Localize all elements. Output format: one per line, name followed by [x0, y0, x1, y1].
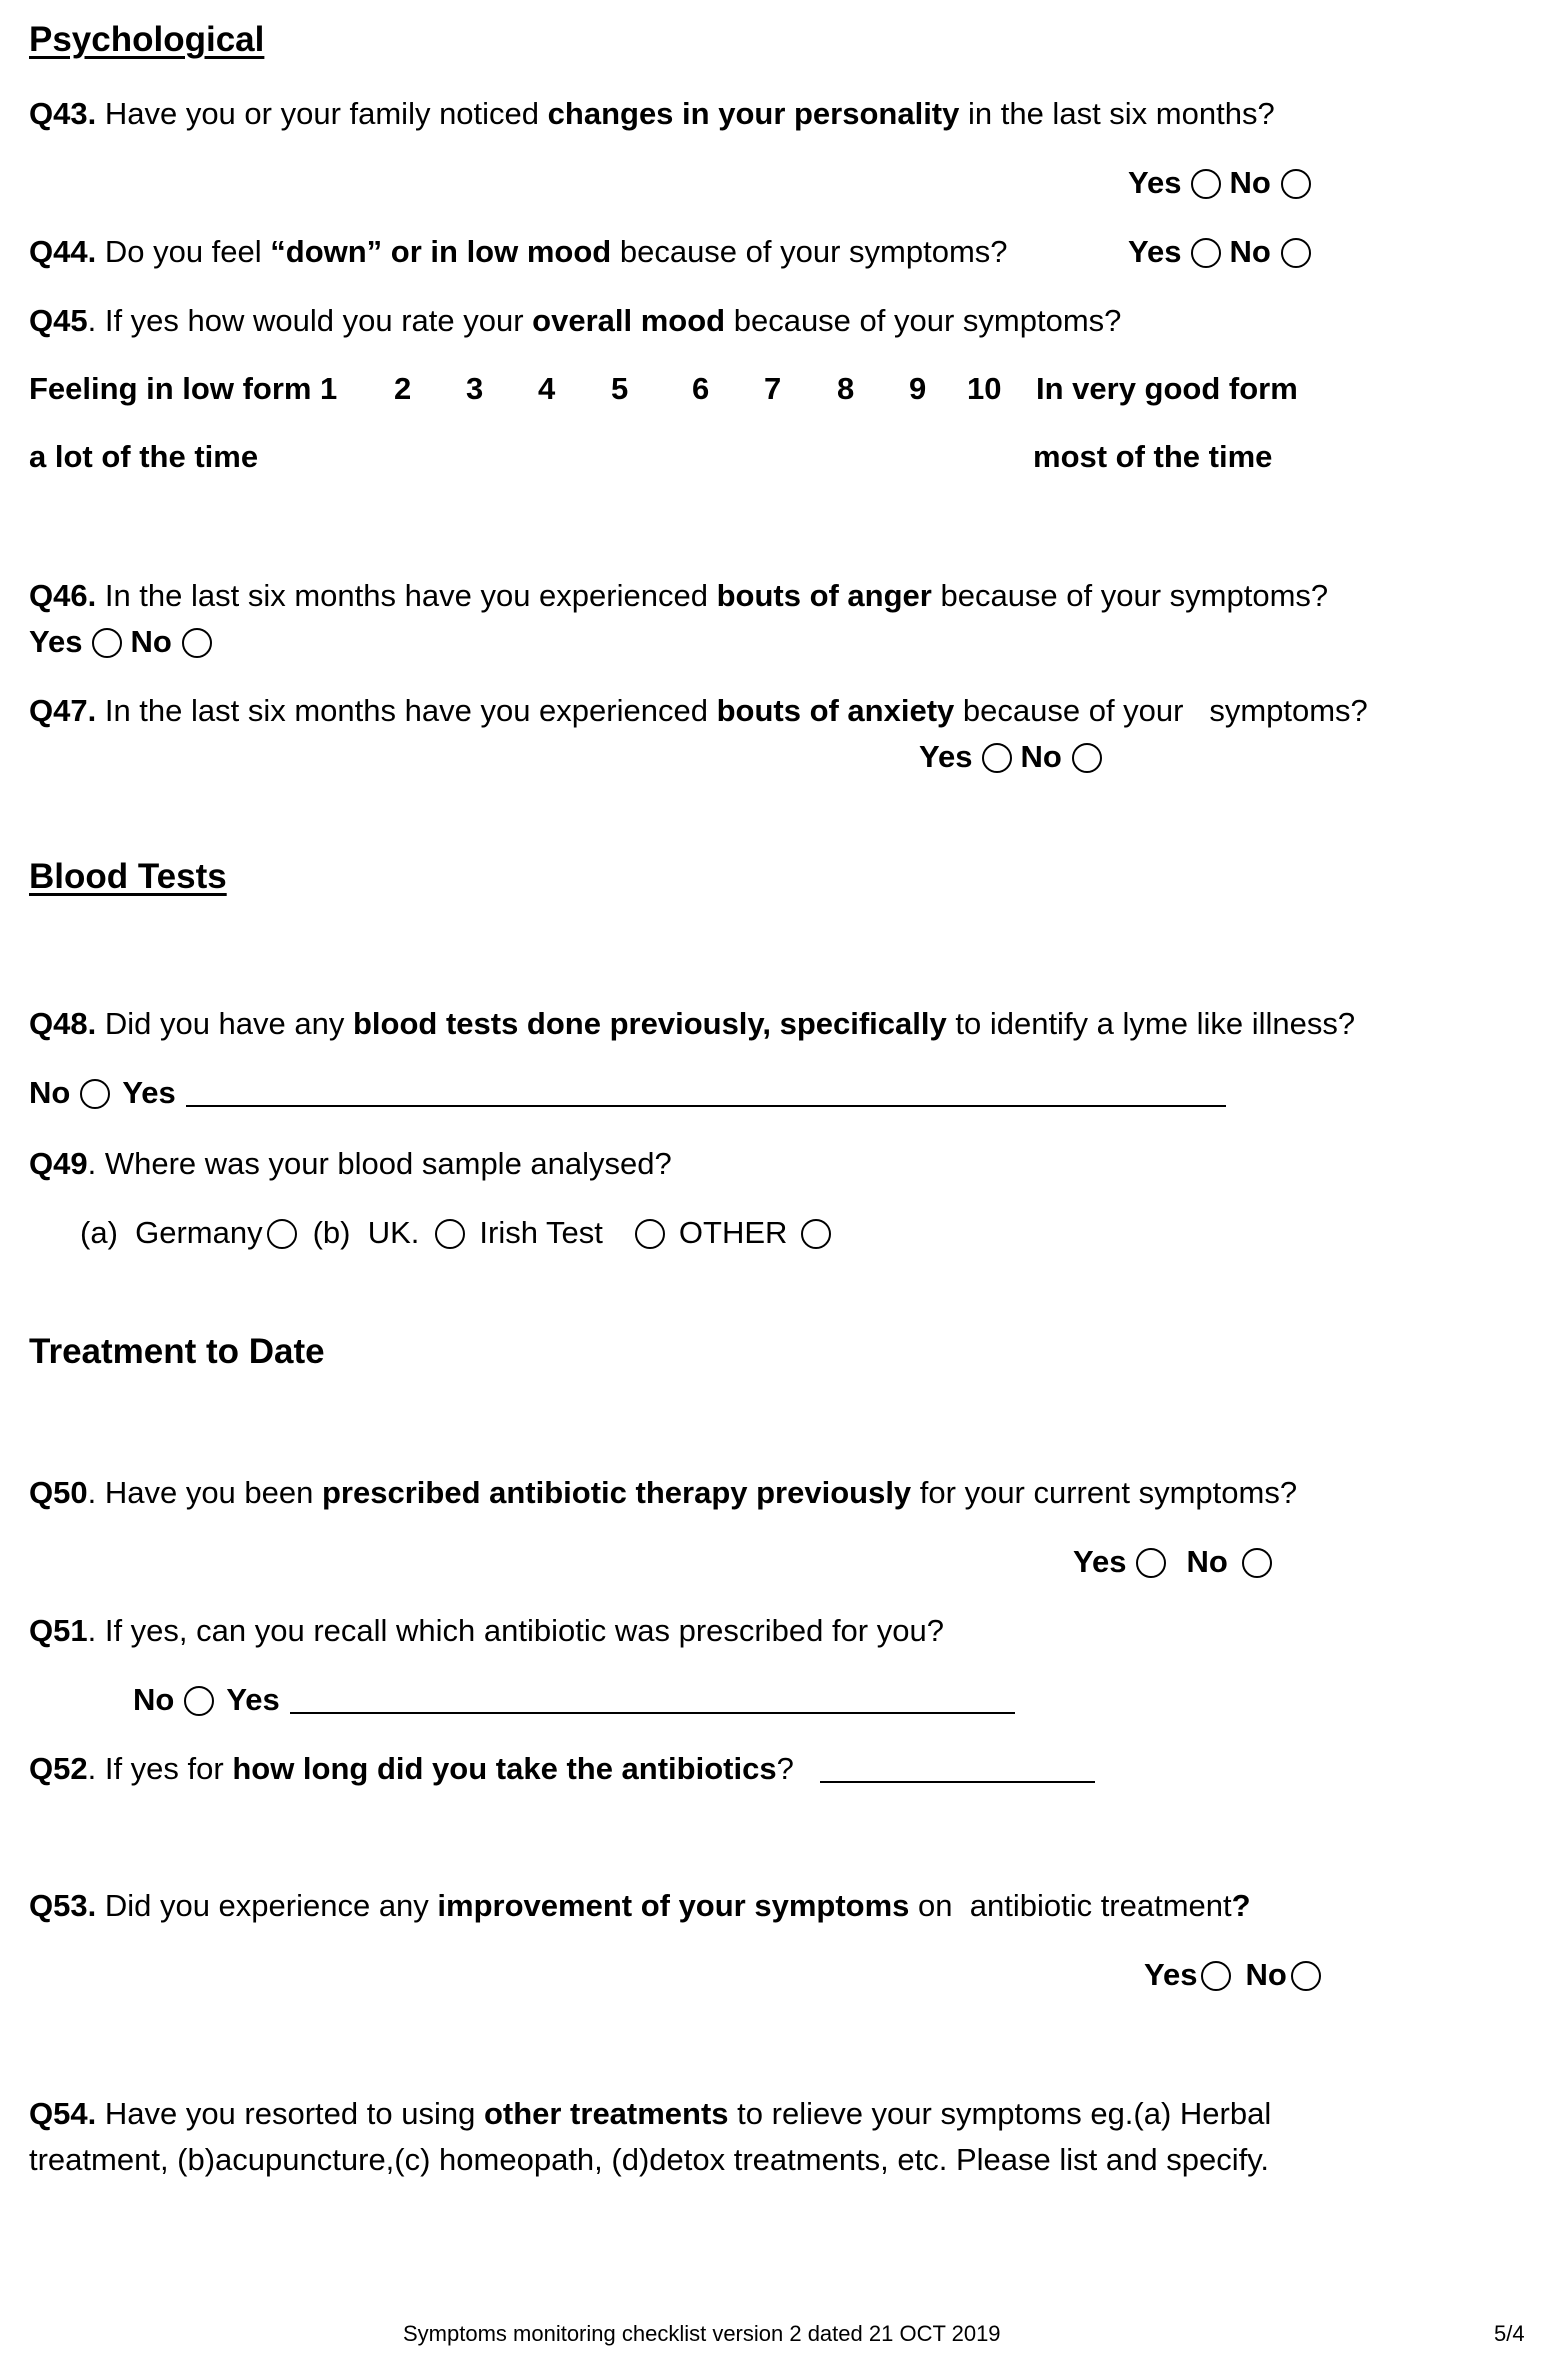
q46-yes-label: Yes	[29, 624, 83, 659]
q44-number: Q44.	[29, 234, 97, 269]
q51-yes-label: Yes	[226, 1682, 280, 1717]
q54-question	[29, 2094, 1271, 2134]
q48-answer	[29, 1073, 1226, 1113]
q51-answer	[133, 1680, 1015, 1720]
q51-no-label: No	[133, 1682, 175, 1717]
footer-version-text: Symptoms monitoring checklist version 2 dated 21 OCT 2019	[403, 2321, 1001, 2346]
q53-no-radio[interactable]	[1291, 1961, 1321, 1991]
q43-yes-label: Yes	[1128, 165, 1182, 200]
q44-text-1: Do you feel	[96, 234, 271, 269]
q49-irish-radio[interactable]	[635, 1219, 665, 1249]
q51-no-radio[interactable]	[184, 1686, 214, 1716]
q52-text-2: ?	[776, 1751, 794, 1786]
q48-text-2: to identify a lyme like illness?	[946, 1006, 1356, 1041]
mood-scale-option-5[interactable]: 5	[611, 371, 629, 406]
q48-question	[29, 1004, 1355, 1044]
q48-yes-label: Yes	[122, 1075, 176, 1110]
q52-duration-line[interactable]	[820, 1755, 1095, 1783]
q50-question	[29, 1473, 1297, 1513]
q50-no-radio[interactable]	[1242, 1548, 1272, 1578]
q47-yes-label: Yes	[919, 739, 973, 774]
q44-no-label: No	[1229, 234, 1271, 269]
q49-option-germany-label: (a) Germany	[80, 1215, 263, 1250]
q44-yes-radio[interactable]	[1191, 238, 1221, 268]
q46-yes-radio[interactable]	[92, 628, 122, 658]
q47-number: Q47.	[29, 693, 97, 728]
q43-no-label: No	[1229, 165, 1271, 200]
q45-text-2: because of your symptoms?	[725, 303, 1122, 338]
section-heading-blood-tests: Blood Tests	[29, 857, 227, 896]
q49-question	[29, 1144, 672, 1184]
q49-option-uk-label: (b) UK.	[312, 1215, 420, 1250]
q47-yes-radio[interactable]	[982, 743, 1012, 773]
q46-answer	[29, 622, 220, 662]
q47-no-label: No	[1020, 739, 1062, 774]
q47-no-radio[interactable]	[1072, 743, 1102, 773]
q53-text-bold: improvement of your symptoms	[437, 1888, 910, 1923]
q49-options	[80, 1213, 839, 1253]
mood-scale-left-sublabel: a lot of the time	[29, 439, 259, 474]
q47-text-1: In the last six months have you experienced	[96, 693, 717, 728]
q54-question-line-2: treatment, (b)acupuncture,(c) homeopath, (d)detox treatments, etc. Please list and specify.	[29, 2142, 1270, 2177]
q53-yes-radio[interactable]	[1201, 1961, 1231, 1991]
mood-scale-option-8[interactable]: 8	[837, 371, 855, 406]
q49-text-1: . Where was your blood sample analysed?	[87, 1146, 672, 1181]
section-heading-treatment: Treatment to Date	[29, 1332, 325, 1371]
q53-yes-label: Yes	[1144, 1957, 1198, 1992]
q53-text-1: Did you experience any	[96, 1888, 438, 1923]
q49-other-radio[interactable]	[801, 1219, 831, 1249]
q52-question	[29, 1749, 1095, 1789]
q53-no-label: No	[1245, 1957, 1287, 1992]
mood-scale-right-sublabel: most of the time	[1033, 439, 1273, 474]
q51-antibiotic-name-line[interactable]	[290, 1686, 1015, 1714]
section-heading-psychological: Psychological	[29, 20, 265, 59]
q49-germany-radio[interactable]	[267, 1219, 297, 1249]
q45-number: Q45	[29, 303, 88, 338]
q46-text-bold: bouts of anger	[716, 578, 932, 613]
mood-scale-option-3[interactable]: 3	[466, 371, 484, 406]
q52-text-1: . If yes for	[87, 1751, 233, 1786]
q43-number: Q43.	[29, 96, 97, 131]
q45-text-1: . If yes how would you rate your	[87, 303, 533, 338]
q46-question	[29, 576, 1328, 616]
q53-text-bold-2: ?	[1231, 1888, 1251, 1923]
q47-answer	[919, 737, 1110, 777]
q43-no-radio[interactable]	[1281, 169, 1311, 199]
q47-question	[29, 691, 1368, 731]
mood-scale-option-1[interactable]: 1	[320, 371, 338, 406]
mood-scale-left-label: Feeling in low form	[29, 371, 312, 406]
q46-text-2: because of your symptoms?	[931, 578, 1329, 613]
q46-no-label: No	[130, 624, 172, 659]
q44-yes-label: Yes	[1128, 234, 1182, 269]
q53-question	[29, 1886, 1251, 1926]
q49-uk-radio[interactable]	[435, 1219, 465, 1249]
q48-no-radio[interactable]	[80, 1079, 110, 1109]
q53-number: Q53.	[29, 1888, 97, 1923]
q53-answer	[1144, 1955, 1329, 1995]
mood-scale-option-7[interactable]: 7	[764, 371, 782, 406]
q47-text-2: because of your symptoms?	[954, 693, 1368, 728]
q44-no-radio[interactable]	[1281, 238, 1311, 268]
q54-number: Q54.	[29, 2096, 97, 2131]
q45-question	[29, 301, 1121, 341]
q43-question	[29, 94, 1275, 134]
q54-text-1: Have you resorted to using	[96, 2096, 484, 2131]
q44-question	[29, 232, 1008, 272]
q44-text-2: because of your symptoms?	[611, 234, 1008, 269]
q50-yes-radio[interactable]	[1136, 1548, 1166, 1578]
q52-number: Q52	[29, 1751, 88, 1786]
q52-text-bold: how long did you take the antibiotics	[232, 1751, 777, 1786]
q43-text-1: Have you or your family noticed	[96, 96, 548, 131]
q43-text-bold: changes in your personality	[547, 96, 960, 131]
q43-yes-radio[interactable]	[1191, 169, 1221, 199]
q49-option-other-label: OTHER	[678, 1215, 788, 1250]
mood-scale-right-label: In very good form	[1036, 371, 1298, 406]
q47-text-bold: bouts of anxiety	[716, 693, 955, 728]
q50-yes-label: Yes	[1073, 1544, 1127, 1579]
q48-text-1: Did you have any	[96, 1006, 353, 1041]
q51-text-1: . If yes, can you recall which antibiotic was prescribed for you?	[87, 1613, 944, 1648]
q43-answer	[1128, 163, 1319, 203]
q43-text-2: in the last six months?	[959, 96, 1275, 131]
q51-number: Q51	[29, 1613, 88, 1648]
q49-option-irish-label: Irish Test	[479, 1215, 603, 1250]
q54-text-bold: other treatments	[483, 2096, 729, 2131]
q50-text-bold: prescribed antibiotic therapy previously	[322, 1475, 912, 1510]
mood-scale-option-4[interactable]: 4	[538, 371, 556, 406]
q48-number: Q48.	[29, 1006, 97, 1041]
q50-text-1: . Have you been	[87, 1475, 322, 1510]
q46-no-radio[interactable]	[182, 628, 212, 658]
q51-question	[29, 1611, 944, 1651]
q46-text-1: In the last six months have you experienced	[96, 578, 717, 613]
q48-no-label: No	[29, 1075, 71, 1110]
q54-text-2: to relieve your symptoms eg.(a) Herbal	[728, 2096, 1272, 2131]
footer-page-number: 5/4	[1494, 2321, 1525, 2346]
mood-scale-option-10[interactable]: 10	[967, 371, 1002, 406]
q53-text-2: on antibiotic treatment	[909, 1888, 1232, 1923]
mood-scale-option-6[interactable]: 6	[692, 371, 710, 406]
q50-number: Q50	[29, 1475, 88, 1510]
q45-text-bold: overall mood	[532, 303, 726, 338]
q49-number: Q49	[29, 1146, 88, 1181]
q48-yes-details-line[interactable]	[186, 1079, 1226, 1107]
mood-scale-option-9[interactable]: 9	[909, 371, 927, 406]
q50-no-label: No	[1186, 1544, 1228, 1579]
q44-text-bold: “down” or in low mood	[270, 234, 612, 269]
q44-answer	[1128, 232, 1319, 272]
q50-answer	[1073, 1542, 1280, 1582]
mood-scale-option-2[interactable]: 2	[394, 371, 412, 406]
q46-number: Q46.	[29, 578, 97, 613]
q48-text-bold: blood tests done previously, specifically	[352, 1006, 947, 1041]
q50-text-2: for your current symptoms?	[911, 1475, 1298, 1510]
